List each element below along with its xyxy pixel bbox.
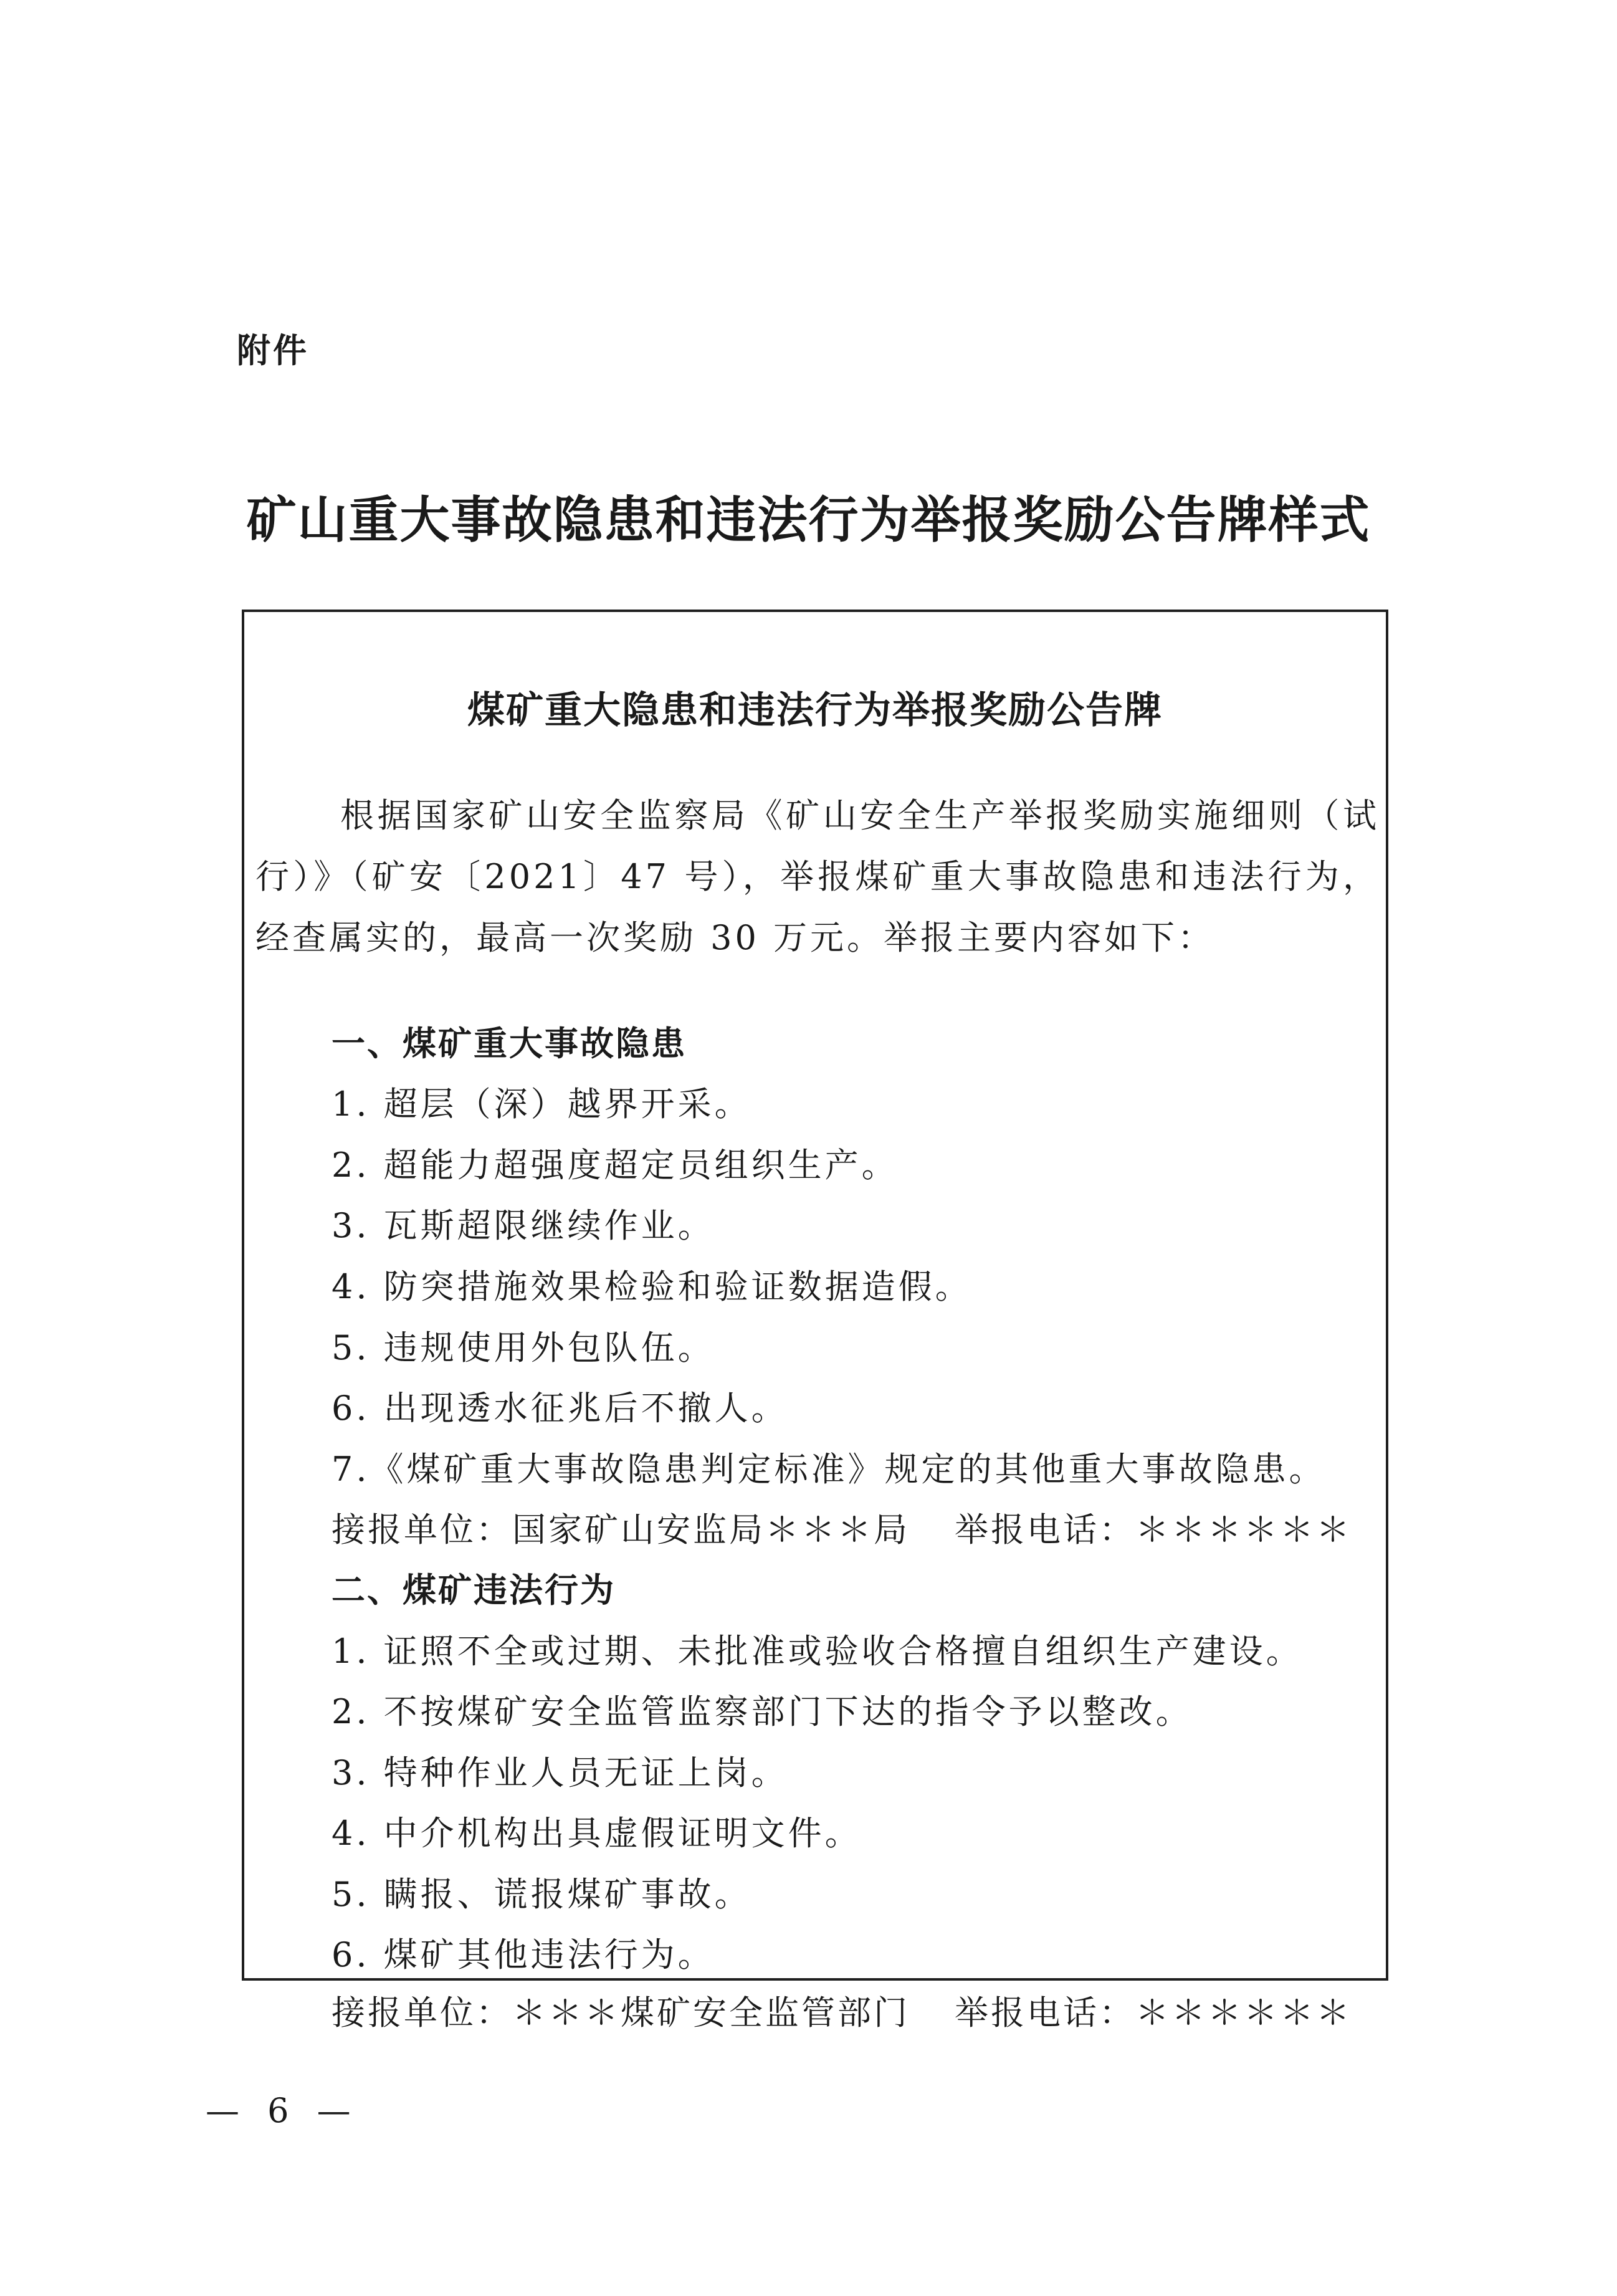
hazard-item: 4. 防突措施效果检验和验证数据造假。 [332,1267,972,1306]
hazard-item: 5. 违规使用外包队伍。 [332,1328,715,1367]
violation-item: 4. 中介机构出具虚假证明文件。 [332,1814,862,1853]
attachment-label: 附件 [237,331,309,370]
page-number: — 6 — [206,2091,360,2130]
hazard-item: 3. 瓦斯超限继续作业。 [332,1206,715,1245]
violation-contact-unit: 接报单位：＊＊＊煤矿安全监管部门 [332,1993,910,2032]
section-heading-violations: 二、煤矿违法行为 [332,1571,616,1610]
hazard-item: 6. 出现透水征兆后不撤人。 [332,1389,788,1428]
hazard-item: 2. 超能力超强度超定员组织生产。 [332,1146,899,1185]
notice-board [242,610,1388,2032]
violation-item: 2. 不按煤矿安全监管监察部门下达的指令予以整改。 [332,1692,1193,1731]
violation-item: 5. 瞒报、谎报煤矿事故。 [332,1875,751,1914]
hazard-contact-unit: 接报单位：国家矿山安监局＊＊＊局 [332,1510,910,1549]
page-title: 矿山重大事故隐患和违法行为举报奖励公告牌样式 [246,490,1371,549]
hazard-item: 7.《煤矿重大事故隐患判定标准》规定的其他重大事故隐患。 [332,1450,1326,1489]
violation-contact-phone: 举报电话：＊＊＊＊＊＊ [955,1993,1352,2032]
violation-item: 1. 证照不全或过期、未批准或验收合格擅自组织生产建设。 [332,1632,1303,1671]
hazard-contact-phone: 举报电话：＊＊＊＊＊＊ [955,1510,1352,1549]
hazard-item: 1. 超层（深）越界开采。 [332,1084,751,1124]
violation-item: 3. 特种作业人员无证上岗。 [332,1753,788,1792]
violation-item: 6. 煤矿其他违法行为。 [332,1935,715,1974]
board-title: 煤矿重大隐患和违法行为举报奖励公告牌 [467,689,1163,732]
intro-paragraph: 根据国家矿山安全监察局《矿山安全生产举报奖励实施细则（试行）》（矿安〔2021〕47 号），举报煤矿重大事故隐患和违法行为，经查属实的，最高一次奖励 30 万元。举报主要内容如下： [255,796,1380,957]
section-heading-hazards: 一、煤矿重大事故隐患 [332,1024,687,1063]
